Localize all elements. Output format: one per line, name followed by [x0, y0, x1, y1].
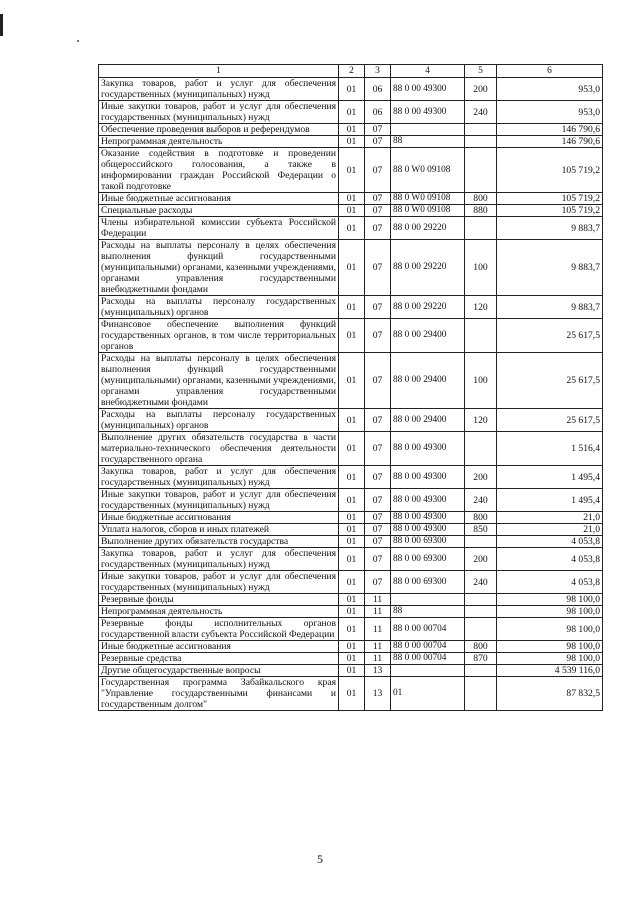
amount-cell: 146 790,6	[497, 124, 603, 136]
row-name-cell: Закупка товаров, работ и услуг для обеспечения государственных (муниципальных) нужд	[99, 548, 339, 571]
table-row	[99, 524, 603, 536]
table-row	[99, 148, 603, 193]
subsection-cell: 13	[365, 665, 391, 677]
table-row	[99, 205, 603, 217]
target-article-cell	[391, 124, 465, 136]
row-name-cell: Оказание содействия в подготовке и проведении общероссийского голосования, а также в информировании граждан Российской Федерации о такой подготовке	[99, 148, 339, 193]
target-article-cell: 88 0 00 29400	[391, 409, 465, 432]
row-name-cell: Закупка товаров, работ и услуг для обеспечения государственных (муниципальных) нужд	[99, 466, 339, 489]
row-name-cell: Члены избирательной комиссии субъекта Российской Федерации	[99, 217, 339, 240]
section-cell: 01	[339, 148, 365, 193]
amount-cell: 87 832,5	[497, 677, 603, 711]
subsection-cell: 07	[365, 240, 391, 296]
subsection-cell: 11	[365, 653, 391, 665]
amount-cell: 4 053,8	[497, 571, 603, 594]
section-cell: 01	[339, 606, 365, 618]
table-row	[99, 466, 603, 489]
row-name-cell: Уплата налогов, сборов и иных платежей	[99, 524, 339, 536]
section-cell: 01	[339, 512, 365, 524]
expense-type-cell	[465, 136, 497, 148]
target-article-cell: 88 0 00 69300	[391, 571, 465, 594]
amount-cell: 1 495,4	[497, 489, 603, 512]
table-row	[99, 409, 603, 432]
section-cell: 01	[339, 466, 365, 489]
table-row	[99, 489, 603, 512]
table-row	[99, 296, 603, 319]
target-article-cell	[391, 594, 465, 606]
subsection-cell: 11	[365, 606, 391, 618]
section-cell: 01	[339, 101, 365, 124]
amount-cell: 4 053,8	[497, 548, 603, 571]
subsection-cell: 07	[365, 124, 391, 136]
table-row	[99, 512, 603, 524]
expense-type-cell: 100	[465, 240, 497, 296]
subsection-cell: 07	[365, 217, 391, 240]
subsection-cell: 07	[365, 193, 391, 205]
row-name-cell: Резервные средства	[99, 653, 339, 665]
table-row	[99, 548, 603, 571]
section-cell: 01	[339, 548, 365, 571]
target-article-cell: 88 0 00 29400	[391, 319, 465, 353]
subsection-cell: 11	[365, 594, 391, 606]
table-row	[99, 606, 603, 618]
target-article-cell: 88 0 W0 09108	[391, 193, 465, 205]
budget-table	[98, 64, 603, 711]
target-article-cell: 01	[391, 677, 465, 711]
subsection-cell: 07	[365, 512, 391, 524]
table-row	[99, 536, 603, 548]
subsection-cell: 13	[365, 677, 391, 711]
expense-type-cell	[465, 618, 497, 641]
row-name-cell: Иные бюджетные ассигнования	[99, 193, 339, 205]
table-row	[99, 217, 603, 240]
target-article-cell: 88 0 00 49300	[391, 78, 465, 101]
section-cell: 01	[339, 665, 365, 677]
table-row	[99, 353, 603, 409]
amount-cell: 25 617,5	[497, 319, 603, 353]
amount-cell: 105 719,2	[497, 148, 603, 193]
col-header-6: 6	[497, 65, 603, 78]
row-name-cell: Расходы на выплаты персоналу в целях обеспечения выполнения функций государственными (муниципальными) органами, казенными учреждениями, органами управления государственными внебюджетными фондами	[99, 353, 339, 409]
subsection-cell: 06	[365, 78, 391, 101]
expense-type-cell: 800	[465, 193, 497, 205]
row-name-cell: Расходы на выплаты персоналу государственных (муниципальных) органов	[99, 296, 339, 319]
expense-type-cell	[465, 319, 497, 353]
scan-edge-mark	[0, 14, 3, 36]
expense-type-cell: 240	[465, 571, 497, 594]
section-cell: 01	[339, 319, 365, 353]
table-row	[99, 124, 603, 136]
amount-cell: 98 100,0	[497, 618, 603, 641]
row-name-cell: Обеспечение проведения выборов и референдумов	[99, 124, 339, 136]
row-name-cell: Иные бюджетные ассигнования	[99, 641, 339, 653]
table-row	[99, 641, 603, 653]
amount-cell: 21,0	[497, 524, 603, 536]
col-header-3: 3	[365, 65, 391, 78]
section-cell: 01	[339, 296, 365, 319]
amount-cell: 9 883,7	[497, 240, 603, 296]
amount-cell: 98 100,0	[497, 606, 603, 618]
row-name-cell: Финансовое обеспечение выполнения функций государственных органов, в том числе территориальных органов	[99, 319, 339, 353]
target-article-cell: 88 0 00 29400	[391, 353, 465, 409]
row-name-cell: Резервные фонды	[99, 594, 339, 606]
amount-cell: 146 790,6	[497, 136, 603, 148]
target-article-cell: 88 0 W0 09108	[391, 205, 465, 217]
target-article-cell: 88 0 00 00704	[391, 641, 465, 653]
table-row	[99, 101, 603, 124]
section-cell: 01	[339, 536, 365, 548]
subsection-cell: 07	[365, 432, 391, 466]
row-name-cell: Закупка товаров, работ и услуг для обеспечения государственных (муниципальных) нужд	[99, 78, 339, 101]
expense-type-cell: 880	[465, 205, 497, 217]
section-cell: 01	[339, 594, 365, 606]
row-name-cell: Расходы на выплаты персоналу в целях обеспечения выполнения функций государственными (муниципальными) органами, казенными учреждениями, органами управления государственными внебюджетными фондами	[99, 240, 339, 296]
table-header	[99, 65, 603, 78]
expense-type-cell	[465, 432, 497, 466]
amount-cell: 953,0	[497, 101, 603, 124]
expense-type-cell	[465, 124, 497, 136]
amount-cell: 98 100,0	[497, 594, 603, 606]
section-cell: 01	[339, 653, 365, 665]
col-header-2: 2	[339, 65, 365, 78]
subsection-cell: 06	[365, 101, 391, 124]
amount-cell: 9 883,7	[497, 217, 603, 240]
section-cell: 01	[339, 432, 365, 466]
col-header-1: 1	[99, 65, 339, 78]
section-cell: 01	[339, 353, 365, 409]
table-row	[99, 432, 603, 466]
subsection-cell: 07	[365, 136, 391, 148]
section-cell: 01	[339, 217, 365, 240]
target-article-cell: 88	[391, 606, 465, 618]
target-article-cell: 88 0 00 29220	[391, 296, 465, 319]
section-cell: 01	[339, 78, 365, 101]
target-article-cell: 88 0 00 00704	[391, 653, 465, 665]
col-header-5: 5	[465, 65, 497, 78]
row-name-cell: Иные закупки товаров, работ и услуг для обеспечения государственных (муниципальных) нужд	[99, 489, 339, 512]
expense-type-cell: 200	[465, 78, 497, 101]
expense-type-cell	[465, 665, 497, 677]
expense-type-cell: 800	[465, 512, 497, 524]
expense-type-cell: 100	[465, 353, 497, 409]
table-row	[99, 193, 603, 205]
expense-type-cell	[465, 148, 497, 193]
table-row	[99, 618, 603, 641]
amount-cell: 98 100,0	[497, 641, 603, 653]
subsection-cell: 11	[365, 641, 391, 653]
amount-cell: 105 719,2	[497, 193, 603, 205]
subsection-cell: 11	[365, 618, 391, 641]
target-article-cell: 88 0 00 00704	[391, 618, 465, 641]
amount-cell: 1 495,4	[497, 466, 603, 489]
target-article-cell: 88 0 00 49300	[391, 512, 465, 524]
subsection-cell: 07	[365, 409, 391, 432]
subsection-cell: 07	[365, 571, 391, 594]
target-article-cell: 88	[391, 136, 465, 148]
section-cell: 01	[339, 240, 365, 296]
table-row	[99, 571, 603, 594]
table-row	[99, 319, 603, 353]
section-cell: 01	[339, 205, 365, 217]
target-article-cell: 88 0 00 29220	[391, 240, 465, 296]
section-cell: 01	[339, 618, 365, 641]
amount-cell: 25 617,5	[497, 409, 603, 432]
page-number: 5	[317, 852, 323, 866]
section-cell: 01	[339, 489, 365, 512]
table-row	[99, 136, 603, 148]
section-cell: 01	[339, 409, 365, 432]
amount-cell: 25 617,5	[497, 353, 603, 409]
subsection-cell: 07	[365, 489, 391, 512]
expense-type-cell	[465, 594, 497, 606]
subsection-cell: 07	[365, 548, 391, 571]
subsection-cell: 07	[365, 296, 391, 319]
row-name-cell: Резервные фонды исполнительных органов государственной власти субъекта Российской Федерации	[99, 618, 339, 641]
target-article-cell: 88 0 00 49300	[391, 524, 465, 536]
expense-type-cell: 200	[465, 548, 497, 571]
target-article-cell: 88 0 00 69300	[391, 548, 465, 571]
subsection-cell: 07	[365, 466, 391, 489]
table-row	[99, 78, 603, 101]
row-name-cell: Иные бюджетные ассигнования	[99, 512, 339, 524]
row-name-cell: Непрограммная деятельность	[99, 606, 339, 618]
table-body	[99, 78, 603, 711]
section-cell: 01	[339, 641, 365, 653]
target-article-cell: 88 0 00 49300	[391, 101, 465, 124]
row-name-cell: Выполнение других обязательств государства в части материально-технического обеспечения деятельности государственного органа	[99, 432, 339, 466]
amount-cell: 21,0	[497, 512, 603, 524]
subsection-cell: 07	[365, 524, 391, 536]
expense-type-cell: 120	[465, 409, 497, 432]
amount-cell: 4 053,8	[497, 536, 603, 548]
table-row	[99, 665, 603, 677]
amount-cell: 98 100,0	[497, 653, 603, 665]
section-cell: 01	[339, 193, 365, 205]
subsection-cell: 07	[365, 536, 391, 548]
target-article-cell: 88 0 W0 09108	[391, 148, 465, 193]
amount-cell: 9 883,7	[497, 296, 603, 319]
expense-type-cell: 200	[465, 466, 497, 489]
expense-type-cell: 240	[465, 101, 497, 124]
section-cell: 01	[339, 571, 365, 594]
target-article-cell: 88 0 00 49300	[391, 466, 465, 489]
expense-type-cell: 800	[465, 641, 497, 653]
expense-type-cell	[465, 217, 497, 240]
expense-type-cell: 870	[465, 653, 497, 665]
table-row	[99, 240, 603, 296]
row-name-cell: Расходы на выплаты персоналу государственных (муниципальных) органов	[99, 409, 339, 432]
row-name-cell: Иные закупки товаров, работ и услуг для обеспечения государственных (муниципальных) нужд	[99, 571, 339, 594]
expense-type-cell	[465, 606, 497, 618]
expense-type-cell: 240	[465, 489, 497, 512]
row-name-cell: Непрограммная деятельность	[99, 136, 339, 148]
amount-cell: 953,0	[497, 78, 603, 101]
target-article-cell: 88 0 00 29220	[391, 217, 465, 240]
section-cell: 01	[339, 677, 365, 711]
col-header-4: 4	[391, 65, 465, 78]
subsection-cell: 07	[365, 353, 391, 409]
expense-type-cell	[465, 677, 497, 711]
target-article-cell: 88 0 00 49300	[391, 432, 465, 466]
section-cell: 01	[339, 124, 365, 136]
table-row	[99, 677, 603, 711]
table-row	[99, 594, 603, 606]
table-row	[99, 653, 603, 665]
subsection-cell: 07	[365, 319, 391, 353]
expense-type-cell	[465, 536, 497, 548]
target-article-cell	[391, 665, 465, 677]
row-name-cell: Другие общегосударственные вопросы	[99, 665, 339, 677]
expense-type-cell: 850	[465, 524, 497, 536]
target-article-cell: 88 0 00 49300	[391, 489, 465, 512]
row-name-cell: Государственная программа Забайкальского края "Управление государственными финансами и государственным долгом"	[99, 677, 339, 711]
row-name-cell: Иные закупки товаров, работ и услуг для обеспечения государственных (муниципальных) нужд	[99, 101, 339, 124]
row-name-cell: Выполнение других обязательств государства	[99, 536, 339, 548]
target-article-cell: 88 0 00 69300	[391, 536, 465, 548]
expense-type-cell: 120	[465, 296, 497, 319]
amount-cell: 1 516,4	[497, 432, 603, 466]
section-cell: 01	[339, 524, 365, 536]
amount-cell: 4 539 116,0	[497, 665, 603, 677]
row-name-cell: Специальные расходы	[99, 205, 339, 217]
section-cell: 01	[339, 136, 365, 148]
amount-cell: 105 719,2	[497, 205, 603, 217]
subsection-cell: 07	[365, 148, 391, 193]
subsection-cell: 07	[365, 205, 391, 217]
scan-dot	[77, 40, 79, 42]
